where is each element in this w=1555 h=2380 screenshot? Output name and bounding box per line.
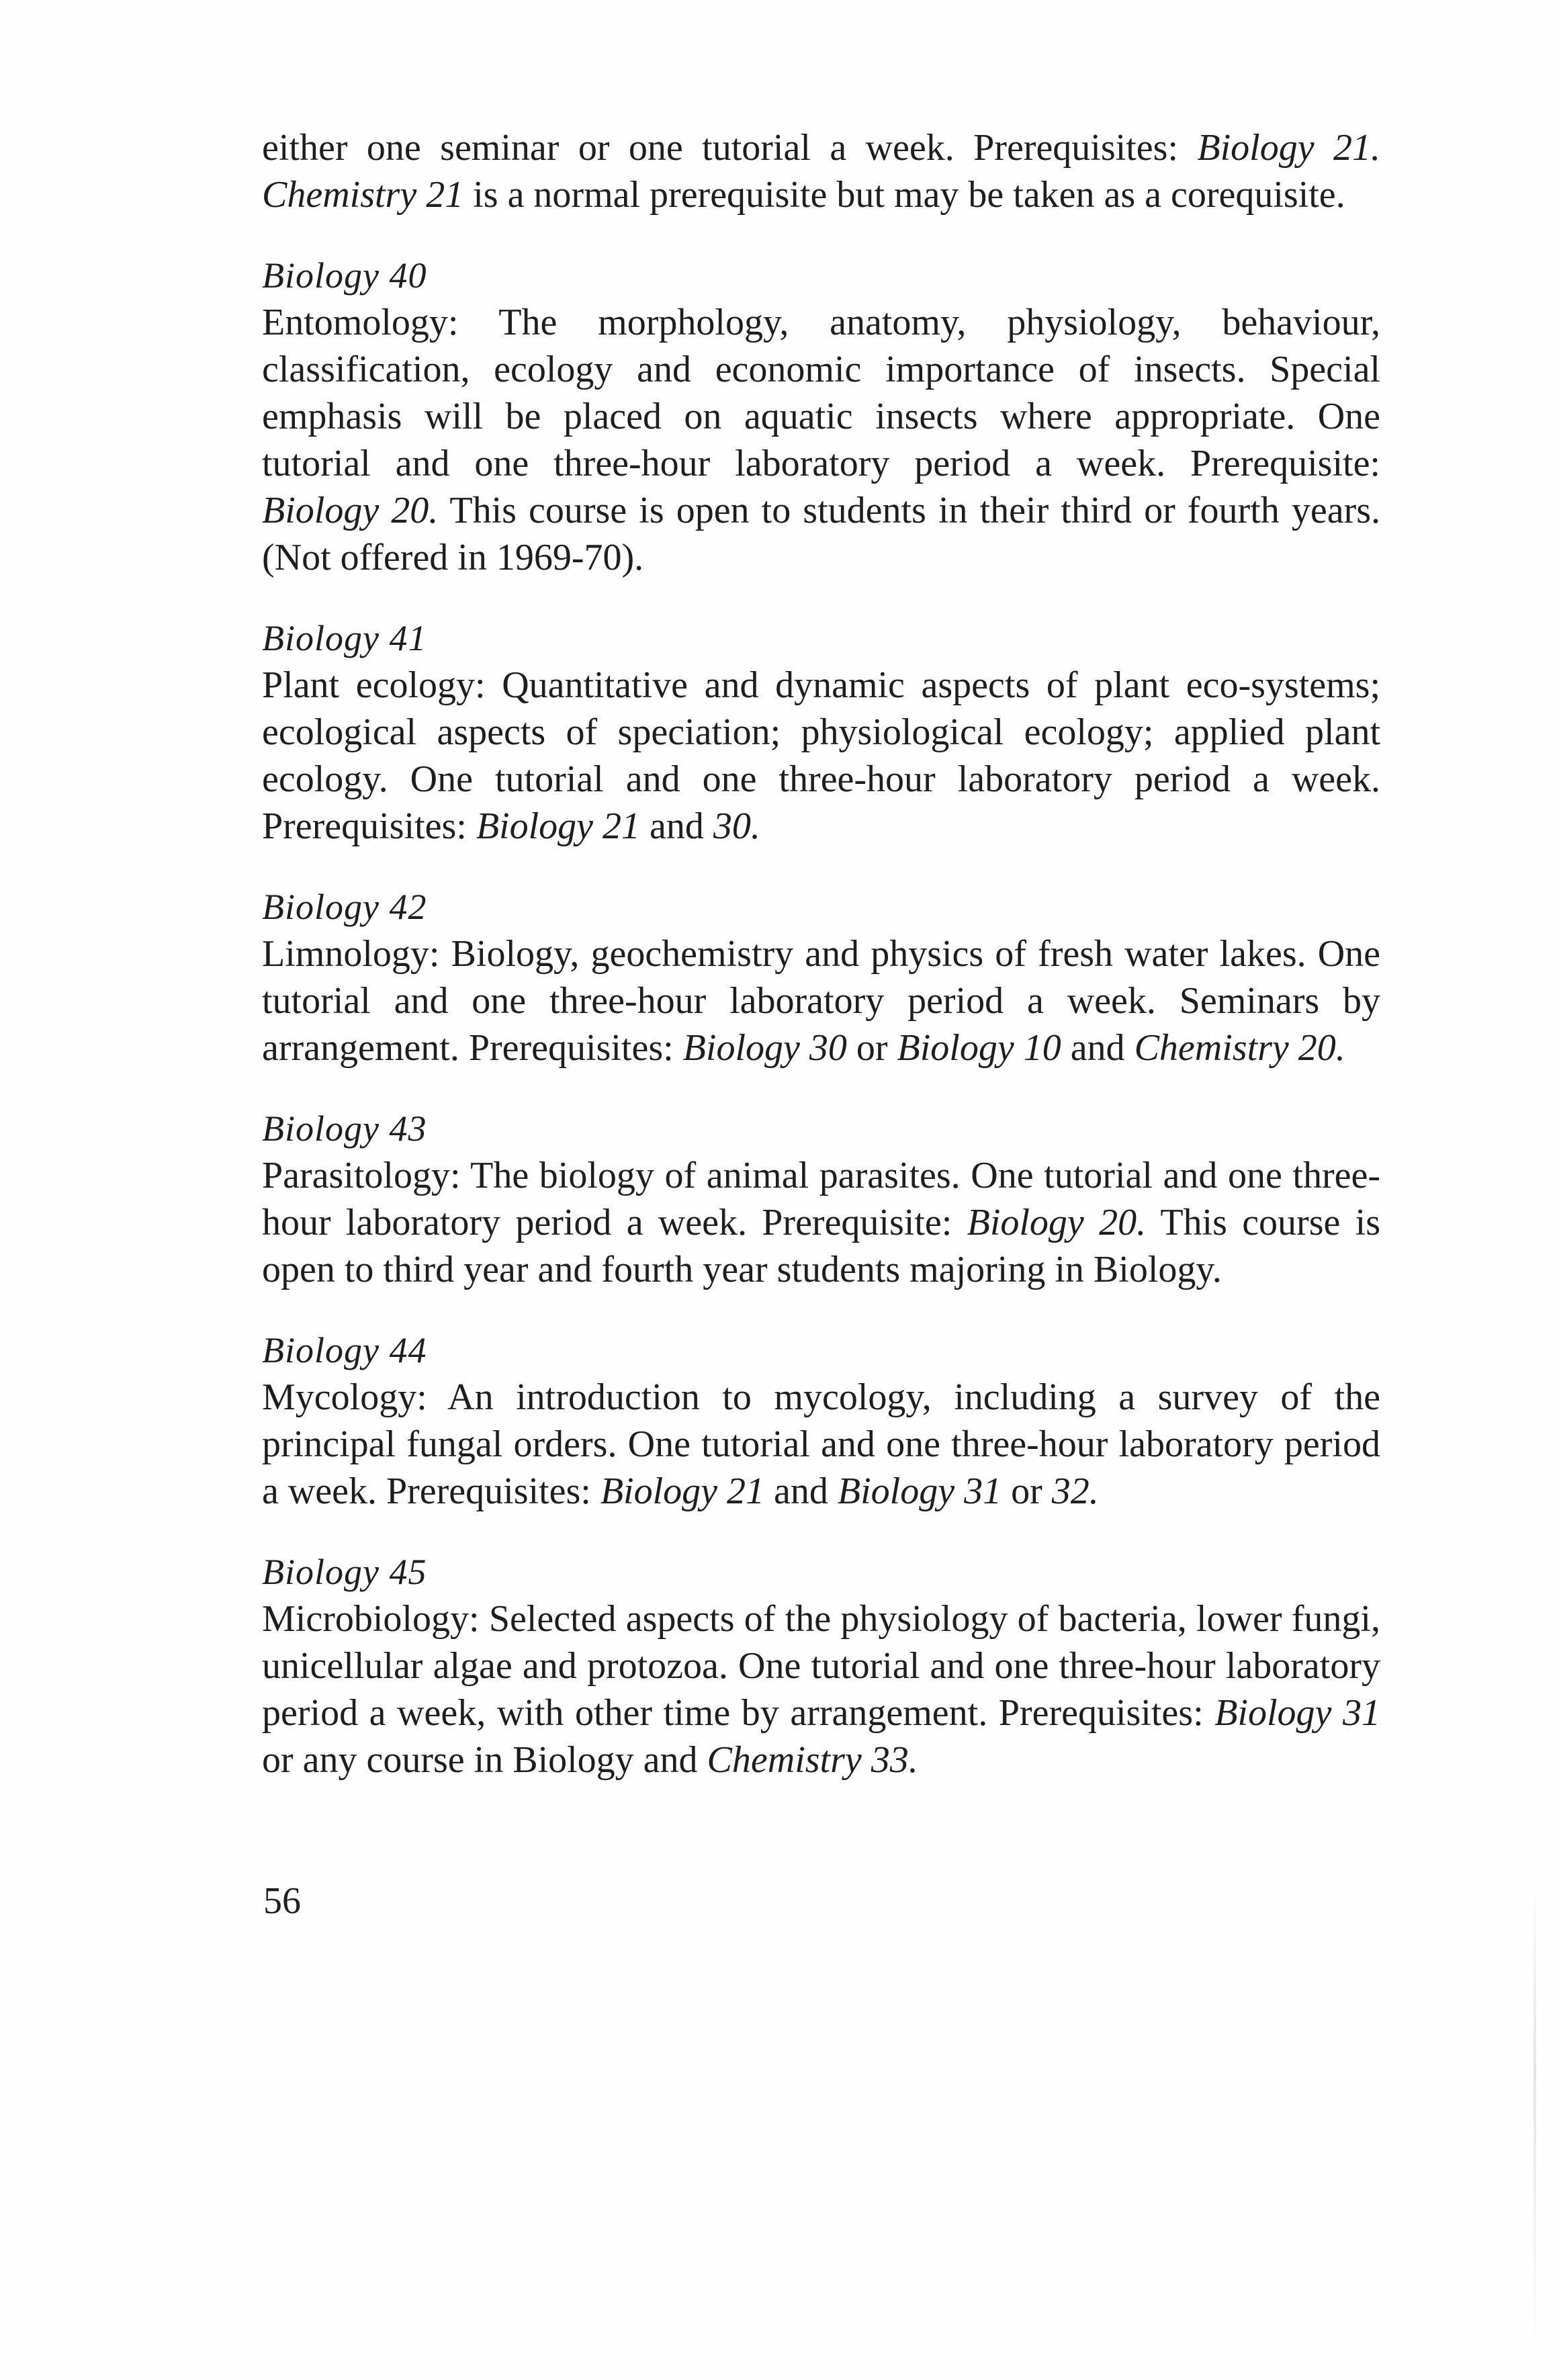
desc-text: Limnology: Biology, geochemistry and physics of fresh water lakes. One tutorial and one three-hour laboratory period a week. Seminars by arrangement. Prerequisites: xyxy=(262,933,1380,1069)
desc-text: or any course in Biology and xyxy=(262,1739,707,1781)
course-entry-biology-43 xyxy=(262,1105,1380,1293)
desc-text: Parasitology: The biology of animal parasites. One tutorial and one three-hour laboratory period a week. Prerequisite: xyxy=(262,1155,1380,1243)
course-entry-biology-42 xyxy=(262,883,1380,1071)
desc-text: This course is open to third year and fourth year students majoring in Biology. xyxy=(262,1202,1380,1290)
course-heading: Biology 42 xyxy=(262,887,427,927)
desc-italic: Biology 21 xyxy=(600,1470,765,1512)
intro-italic: Biology 21. Chemistry 21 xyxy=(262,127,1380,216)
course-description xyxy=(262,662,1380,850)
desc-text: This course is open to students in their third or fourth years. (Not offered in 1969-70). xyxy=(262,490,1381,578)
course-description xyxy=(262,1152,1380,1293)
desc-text: and xyxy=(640,805,713,847)
desc-text: Microbiology: Selected aspects of the physiology of bacteria, lower fungi, unicellular algae and protozoa. One tutorial and one three-hour laboratory period a week, with other time by arrangement. Prerequisites: xyxy=(262,1598,1380,1734)
desc-text: Mycology: An introduction to mycology, including a survey of the principal fungal orders. One tutorial and one three-hour laboratory period a week. Prerequisites: xyxy=(262,1376,1380,1512)
desc-text: and xyxy=(1061,1027,1135,1069)
course-heading: Biology 44 xyxy=(262,1330,427,1370)
desc-italic: 30. xyxy=(713,805,760,847)
scan-edge-shadow xyxy=(1534,1881,1536,2351)
course-description xyxy=(262,1595,1380,1783)
course-description xyxy=(262,299,1380,581)
desc-italic: Biology 20. xyxy=(967,1202,1147,1243)
course-heading: Biology 40 xyxy=(262,255,427,296)
course-heading: Biology 41 xyxy=(262,618,427,658)
page-number: 56 xyxy=(263,1880,301,1922)
course-heading: Biology 45 xyxy=(262,1552,427,1592)
desc-italic: Biology 20. xyxy=(262,490,439,531)
desc-italic: Chemistry 20. xyxy=(1134,1027,1345,1069)
desc-italic: 32. xyxy=(1051,1470,1099,1512)
intro-paragraph xyxy=(262,124,1380,218)
desc-text: or xyxy=(1002,1470,1052,1512)
course-entry-biology-45 xyxy=(262,1548,1380,1783)
desc-text: or xyxy=(846,1027,897,1069)
desc-italic: Biology 10 xyxy=(897,1027,1061,1069)
course-heading: Biology 43 xyxy=(262,1108,427,1149)
intro-text: either one seminar or one tutorial a week. Prerequisites: xyxy=(262,127,1198,169)
desc-text: and xyxy=(764,1470,838,1512)
course-entry-biology-41 xyxy=(262,615,1380,850)
course-description xyxy=(262,930,1380,1071)
desc-text: Plant ecology: Quantitative and dynamic aspects of plant eco-systems; ecological aspects of speciation; physiological ecology; applied plant ecology. One tutorial and one three-hour laboratory period a week. Prerequisites: xyxy=(262,664,1380,847)
desc-text: Entomology: The morphology, anatomy, physiology, behaviour, classification, ecology and economic importance of insects. Special emphasis will be placed on aquatic insects where appropriate. One tutorial and one three-hour laboratory period a week. Prerequisite: xyxy=(262,302,1380,484)
desc-italic: Biology 30 xyxy=(682,1027,847,1069)
desc-italic: Chemistry 33. xyxy=(707,1739,918,1781)
desc-italic: Biology 31 xyxy=(1214,1692,1380,1734)
desc-italic: Biology 21 xyxy=(476,805,641,847)
course-entry-biology-44 xyxy=(262,1327,1380,1515)
intro-text-2: is a normal prerequisite but may be taken as a corequisite. xyxy=(463,174,1345,216)
desc-italic: Biology 31 xyxy=(837,1470,1002,1512)
text-column xyxy=(262,124,1380,1783)
course-description xyxy=(262,1374,1380,1515)
course-entry-biology-40 xyxy=(262,252,1380,581)
